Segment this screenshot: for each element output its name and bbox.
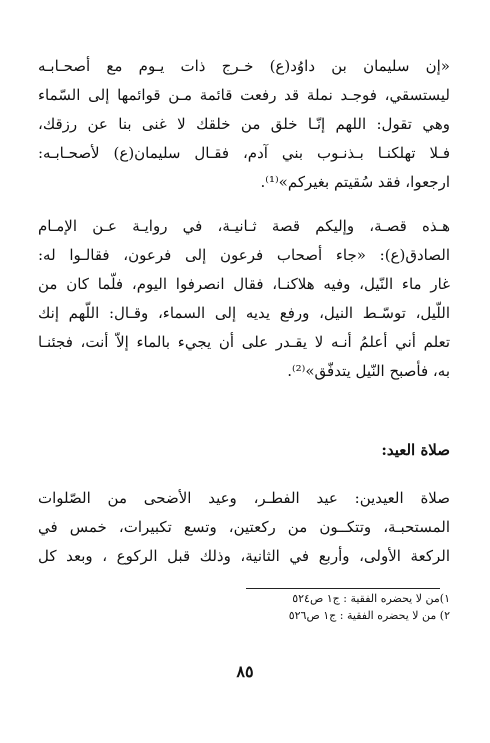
footnote-divider: [246, 588, 440, 589]
paragraph-eid-prayer: [38, 484, 450, 571]
text-line: به، فأصبح النّيل يتدفّق»⁽²⁾.: [287, 362, 450, 380]
text-line: وهي تقول: اللهم إنّـا خلق من خلقك لا غنى بنا عن رزقك،: [38, 115, 450, 133]
paragraph-pharaoh-nile-story: [38, 212, 450, 386]
section-heading: صلاة العيد:: [381, 441, 450, 459]
text-line: فـلا تهلكنـا بـذنـوب بني آدم، فقـال سليمان(ع) لأصحـابـه:: [38, 144, 450, 162]
text-line: ارجعوا، فقد سُقيتم بغيركم»⁽¹⁾.: [260, 173, 450, 191]
text-line: هـذه قصـة، وإليكم قصة ثـانيـة، في روايـة عـن الإمـام: [38, 217, 450, 235]
footnote-1: ١)من لا يحضره الفقية : ج١ ص٥٢٤: [292, 592, 450, 605]
footnotes: [289, 590, 450, 624]
text-line: اللّيل، توسّـط النيل، ورفع يديه إلى السماء، وقـال: اللّهم إنك: [38, 304, 450, 322]
text-line: المستحبـة، وتتكــون من ركعتين، وتسع تكبيرات، خمس في: [38, 518, 450, 536]
text-line: الركعة الأولى، وأربع في الثانية، وذلك قبل الركوع ، وبعد كل: [38, 547, 450, 565]
text-line: الصادق(ع): «جاء أصحاب فرعون إلى فرعون، فقالـوا له:: [38, 246, 450, 264]
text-line: تعلم أني أعلمُ أنـه لا يقـدر على أن يجيء بالماء إلاّ أنت، فجئنـا: [38, 333, 450, 351]
text-line: «إن سليمان بن داوُد(ع) خـرج ذات يـوم مع أصحـابـه: [38, 57, 450, 75]
text-line: ليستسقي، فوجـد نملة قد رفعت قائمة مـن قوائمها إلى السّماء: [38, 86, 450, 104]
text-line: صلاة العيدين: عيد الفطـر، وعيد الأضحى من الصّلوات: [38, 489, 450, 507]
text-line: غار ماء النّيل، وفيه هلاكنـا، فقال انصرفوا اليوم، فلّما كان من: [38, 275, 450, 293]
paragraph-sulayman-ant-story: [38, 52, 450, 197]
footnote-2: ٢) من لا يحضره الفقية : ج١ ص٥٢٦: [288, 609, 450, 622]
page-number: ٨٥: [236, 662, 254, 681]
